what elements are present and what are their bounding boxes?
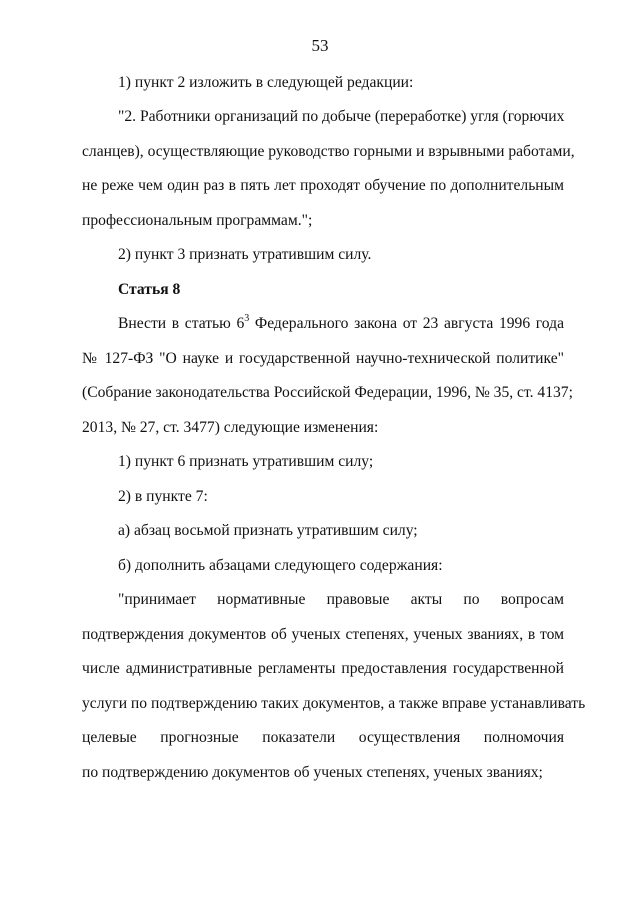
text-line: подтверждения документов об ученых степенях, ученых званиях, в том	[82, 626, 564, 643]
text-line: 2) пункт 3 признать утратившим силу.	[118, 246, 372, 263]
article-heading: Статья 8	[118, 281, 181, 298]
text-line: "принимает нормативные правовые акты по вопросам	[118, 591, 564, 608]
text-line: 1) пункт 2 изложить в следующей редакции:	[118, 74, 414, 91]
text-line: профессиональным программам.";	[82, 212, 313, 229]
text-line: № 127-ФЗ "О науке и государственной научно-технической политике"	[82, 350, 564, 367]
text-line: а) абзац восьмой признать утратившим силу;	[118, 522, 418, 539]
text-line: не реже чем один раз в пять лет проходят обучение по дополнительным	[82, 177, 564, 194]
superscript: 3	[244, 312, 250, 324]
text-line: (Собрание законодательства Российской Федерации, 1996, № 35, ст. 4137;	[82, 384, 573, 401]
text-line	[118, 314, 564, 334]
text-fragment: Федерального закона от 23 августа 1996 года	[249, 315, 564, 332]
text-line: по подтверждению документов об ученых степенях, ученых званиях;	[82, 764, 543, 781]
text-line: б) дополнить абзацами следующего содержания:	[118, 557, 443, 574]
text-line: целевые прогнозные показатели осуществления полномочия	[82, 729, 564, 746]
text-line: "2. Работники организаций по добыче (переработке) угля (горючих	[118, 108, 565, 125]
text-line: сланцев), осуществляющие руководство горными и взрывными работами,	[82, 143, 575, 160]
text-line: 2) в пункте 7:	[118, 488, 208, 505]
page-number: 53	[311, 36, 329, 55]
text-line: 1) пункт 6 признать утратившим силу;	[118, 453, 374, 470]
text-line: числе административные регламенты предоставления государственной	[82, 660, 564, 677]
text-line: услуги по подтверждению таких документов, а также вправе устанавливать	[82, 695, 586, 712]
text-line: 2013, № 27, ст. 3477) следующие изменения:	[82, 419, 379, 436]
text-fragment: Внести в статью 6	[118, 315, 245, 332]
